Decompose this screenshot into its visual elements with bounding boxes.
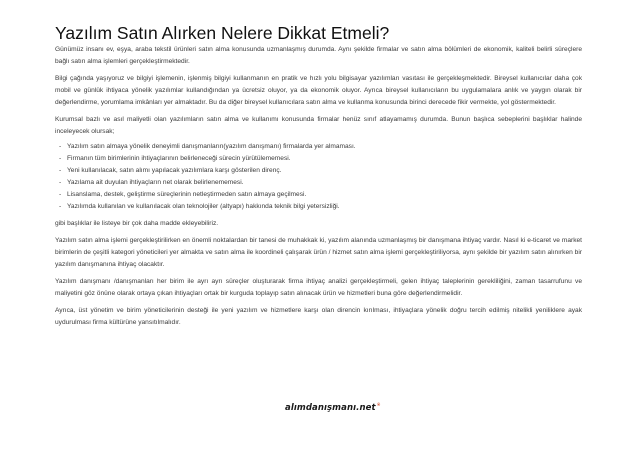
page-title: Yazılım Satın Alırken Nelere Dikkat Etmeli?	[55, 23, 390, 43]
body-paragraph: Bilgi çağında yaşıyoruz ve bilgiyi işlemenin, işlenmiş bilgiyi kullanmanın en pratik ve hızlı yolu bilgisayar yazılımları vasıtası ile gerçekleşmektedir. Bireysel kullanıcılar daha çok mobil ve günlük ihtiyaca yönelik yazılımlar kullandığından ya ücretsiz oluyor, ya da ekonomik oluyor. Ayrıca bireysel kullanıcıların bu uygulamalara anlık ve yaygın olarak bir değerlendirme, yorumlama imkânları yer almaktadır. Bu da diğer bireysel kullanıcılara satın alma ve kullanma konusunda birinci derecede fikir vermekte, yol göstermektedir.	[55, 75, 582, 106]
body-paragraph: Kurumsal bazlı ve asıl maliyetli olan yazılımların satın alma ve kullanımı konusunda firmalar henüz sınıf atlayamamış durumda. Bunun başlıca sebeplerini başlıklar halinde inceleyecek olursak;	[55, 116, 582, 135]
document-content	[55, 22, 582, 329]
reasons-list	[55, 141, 582, 213]
body-paragraph: Yazılım satın alma işlemi gerçekleştirilirken en önemli noktalardan bir tanesi de muhakkak ki, yazılım alanında uzmanlaşmış bir danışmana ihtiyaç vardır. Nasıl ki e-ticaret ve market birimlerin de çeşitli kategori yöneticileri yer almakta ve satın alma ile koordineli çalışarak ürün / hizmet satın alma işlemi gerçekleştiriliyorsa, aynı şekilde bir yazılım satın alınırken bir yazılım danışmanına ihtiyaç olacaktır.	[55, 237, 582, 268]
logo-mark: ®	[376, 402, 381, 407]
list-item: - Lisanslama, destek, geliştirme süreçlerinin netleştirmeden satın almaya geçilmesi.	[59, 191, 307, 198]
list-item: - Firmanın tüm birimlerinin ihtiyaçlarının belirleneceği sürecin yürütülememesi.	[59, 155, 291, 162]
after-list-text: gibi başlıklar ile listeye bir çok daha madde ekleyebiliriz.	[55, 220, 219, 227]
list-item: - Yeni kullanılacak, satın alımı yapılacak yazılımlara karşı gösterilen direnç.	[59, 167, 282, 174]
list-item: - Yazılım satın almaya yönelik deneyimli danışmanların(yazılım danışmanı) firmalarda yer almaması.	[59, 143, 356, 150]
body-paragraph: Yazılım danışmanı /danışmanları her birim ile ayrı ayrı süreçler oluşturarak firma ihtiyaç analizi gerçekleştirmeli, gelen ihtiyaç taleplerinin gerekliliğini, zaman tasarrufunu ve maliyetini göz önüne olarak ortaya çıkan ihtiyaçları ortak bir kurguda toplayıp satın alınacak ürün ve hizmetleri buna göre değerlendirmelidir.	[55, 278, 582, 297]
logo-text: alımdanışmanı.net	[285, 403, 376, 413]
list-item: - Yazılımda kullanılan ve kullanılacak olan teknolojiler (altyapı) hakkında teknik bilgi yetersizliği.	[59, 203, 340, 210]
intro-paragraph: Günümüz insanı ev, eşya, araba tekstil ürünleri satın alma konusunda uzmanlaşmış durumda. Aynı şekilde firmalar ve satın alma bölümleri de ekonomik, kaliteli belirli süreçlere bağlı satın alma işlemleri gerçekleştirmektedir.	[55, 46, 582, 65]
list-item: - Yazılama ait duyulan ihtiyaçların net olarak belirlenememesi.	[59, 179, 244, 186]
body-paragraph: Ayrıca, üst yönetim ve birim yöneticilerinin desteği ile yeni yazılım ve hizmetlere karşı olan direncin kırılması, ihtiyaçlara yönelik doğru tercih edilmiş nitelikli yeniliklere ayak uydurulması firma kültürüne yansıtılmalıdır.	[55, 307, 582, 326]
footer-logo	[285, 403, 381, 413]
